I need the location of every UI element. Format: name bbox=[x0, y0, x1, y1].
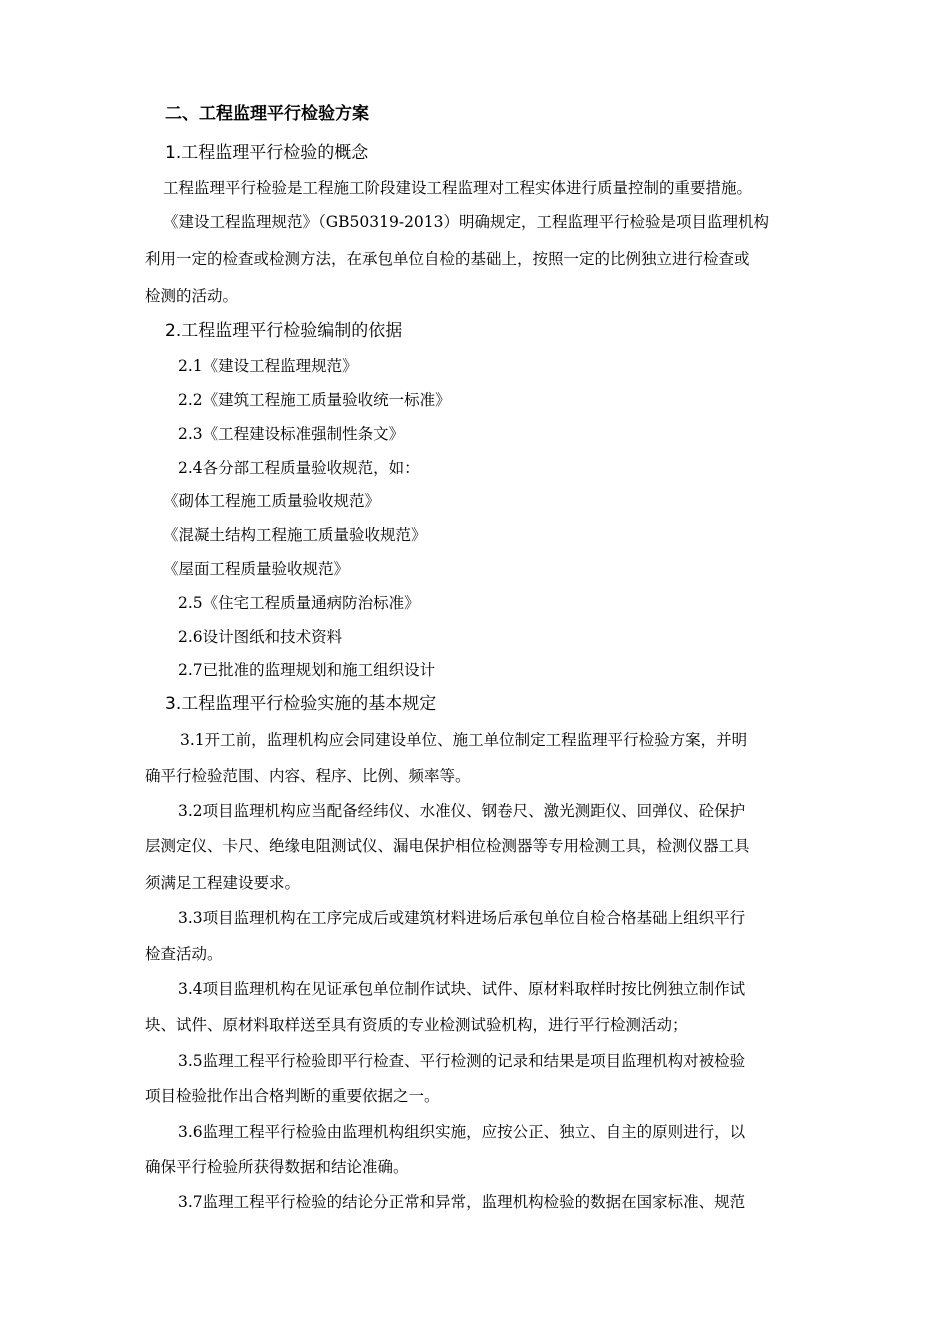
paragraph-line: 块、试件、原材料取样送至具有资质的专业检测试验机构，进行平行检测活动； bbox=[145, 1016, 688, 1034]
document-title: 二、工程监理平行检验方案 bbox=[165, 104, 369, 124]
paragraph-line: 确保平行检验所获得数据和结论准确。 bbox=[145, 1158, 409, 1176]
paragraph-line: 项目检验批作出合格判断的重要依据之一。 bbox=[145, 1087, 440, 1105]
paragraph-line: 须满足工程建设要求。 bbox=[145, 874, 301, 892]
list-item: 《砌体工程施工质量验收规范》 bbox=[163, 492, 381, 510]
section-heading: 1.工程监理平行检验的概念 bbox=[165, 143, 369, 163]
paragraph-line: 3.3项目监理机构在工序完成后或建筑材料进场后承包单位自检合格基础上组织平行 bbox=[178, 909, 746, 927]
paragraph-line: 检测的活动。 bbox=[145, 287, 239, 305]
list-item: 2.5《住宅工程质量通病防治标准》 bbox=[178, 594, 420, 612]
paragraph-line: 《建设工程监理规范》（GB50319-2013）明确规定，工程监理平行检验是项目监理机构 bbox=[163, 213, 770, 231]
paragraph-line: 检查活动。 bbox=[145, 945, 223, 963]
paragraph-line: 层测定仪、卡尺、绝缘电阻测试仪、漏电保护相位检测器等专用检测工具，检测仪器工具 bbox=[145, 837, 750, 855]
paragraph-line: 3.6监理工程平行检验由监理机构组织实施，应按公正、独立、自主的原则进行，以 bbox=[178, 1123, 746, 1141]
section-heading: 2.工程监理平行检验编制的依据 bbox=[165, 321, 403, 341]
section-heading: 3.工程监理平行检验实施的基本规定 bbox=[165, 694, 437, 714]
paragraph-line: 3.5监理工程平行检验即平行检查、平行检测的记录和结果是项目监理机构对被检验 bbox=[178, 1052, 746, 1070]
list-item: 《混凝土结构工程施工质量验收规范》 bbox=[163, 526, 427, 544]
paragraph-line: 3.7监理工程平行检验的结论分正常和异常，监理机构检验的数据在国家标准、规范 bbox=[178, 1193, 746, 1211]
list-item: 2.2《建筑工程施工质量验收统一标准》 bbox=[178, 391, 451, 409]
paragraph-line: 3.2项目监理机构应当配备经纬仪、水准仪、钢卷尺、激光测距仪、回弹仪、砼保护 bbox=[178, 802, 746, 820]
paragraph-line: 工程监理平行检验是工程施工阶段建设工程监理对工程实体进行质量控制的重要措施。 bbox=[163, 179, 753, 197]
list-item: 2.6设计图纸和技术资料 bbox=[178, 628, 343, 646]
paragraph-line: 3.4项目监理机构在见证承包单位制作试块、试件、原材料取样时按比例独立制作试 bbox=[178, 980, 746, 998]
paragraph-line: 利用一定的检查或检测方法，在承包单位自检的基础上，按照一定的比例独立进行检查或 bbox=[145, 250, 750, 268]
list-item: 2.7已批准的监理规划和施工组织设计 bbox=[178, 661, 436, 679]
list-item: 2.3《工程建设标准强制性条文》 bbox=[178, 425, 405, 443]
list-item: 《屋面工程质量验收规范》 bbox=[163, 560, 350, 578]
paragraph-line: 确平行检验范围、内容、程序、比例、频率等。 bbox=[145, 767, 471, 785]
paragraph-line: 3.1开工前，监理机构应会同建设单位、施工单位制定工程监理平行检验方案，并明 bbox=[180, 731, 748, 749]
list-item: 2.4各分部工程质量验收规范，如： bbox=[178, 459, 420, 477]
list-item: 2.1《建设工程监理规范》 bbox=[178, 357, 358, 375]
